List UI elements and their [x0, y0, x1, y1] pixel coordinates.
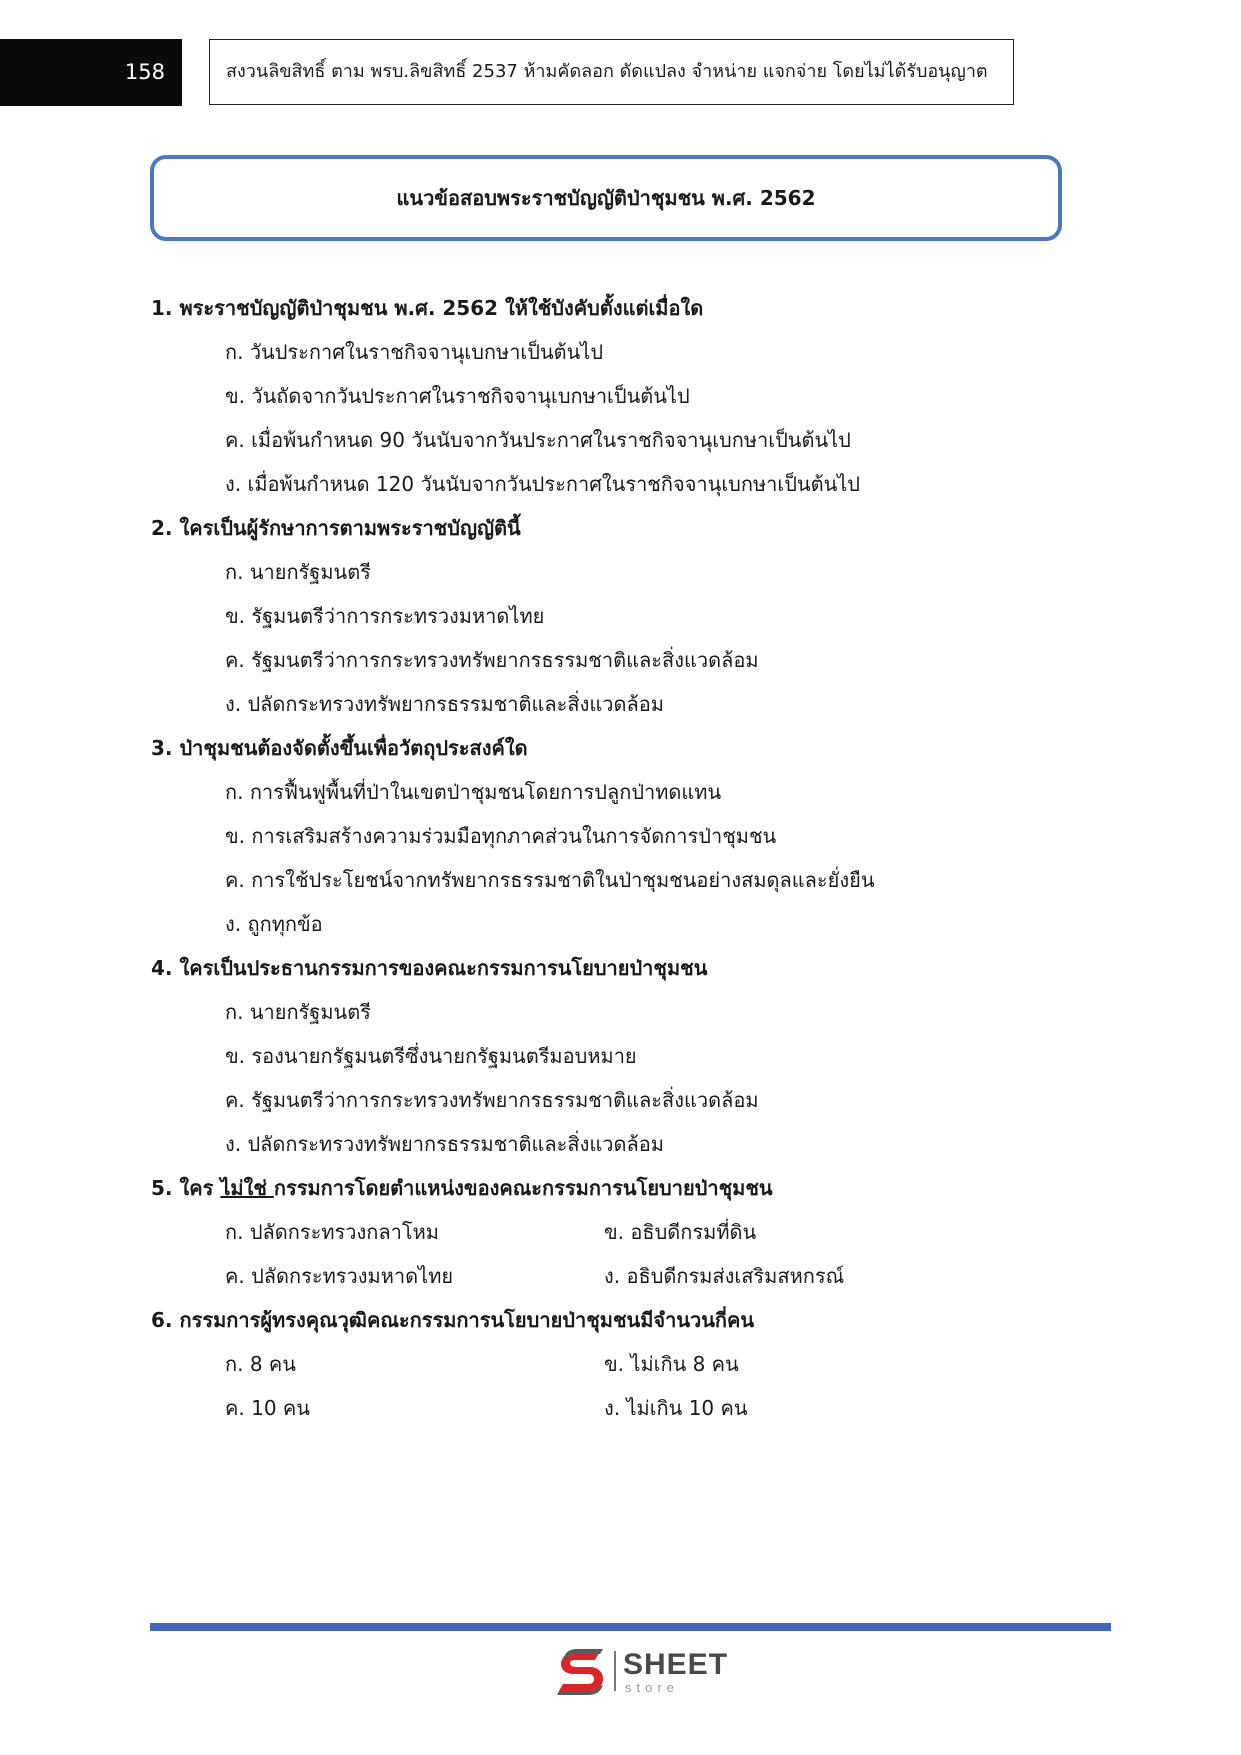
question-3: 3. ป่าชุมชนต้องจัดตั้งขึ้นเพื่อวัตถุประสงค์ใด [151, 736, 528, 760]
question-5-option-b: ข. อธิบดีกรมที่ดิน [604, 1220, 757, 1244]
question-1-option-d: ง. เมื่อพ้นกำหนด 120 วันนับจากวันประกาศในราชกิจจานุเบกษาเป็นต้นไป [225, 472, 860, 496]
question-2-option-a: ก. นายกรัฐมนตรี [225, 560, 371, 584]
question-2: 2. ใครเป็นผู้รักษาการตามพระราชบัญญัตินี้ [151, 516, 521, 540]
question-2-option-c: ค. รัฐมนตรีว่าการกระทรวงทรัพยากรธรรมชาติและสิ่งแวดล้อม [225, 648, 759, 672]
question-4-option-b: ข. รองนายกรัฐมนตรีซึ่งนายกรัฐมนตรีมอบหมาย [225, 1044, 637, 1068]
question-1-option-a: ก. วันประกาศในราชกิจจานุเบกษาเป็นต้นไป [225, 340, 604, 364]
question-5-option-a: ก. ปลัดกระทรวงกลาโหม [225, 1220, 439, 1244]
question-6: 6. กรรมการผู้ทรงคุณวุฒิคณะกรรมการนโยบายป่าชุมชนมีจำนวนกี่คน [151, 1308, 755, 1332]
page-number: 158 [0, 39, 182, 106]
page-title-text: แนวข้อสอบพระราชบัญญัติป่าชุมชน พ.ศ. 2562 [396, 186, 816, 210]
question-5-emphasis: ไม่ใช่ [220, 1176, 274, 1200]
question-5-option-d: ง. อธิบดีกรมส่งเสริมสหกรณ์ [604, 1264, 845, 1288]
question-6-option-d: ง. ไม่เกิน 10 คน [604, 1396, 748, 1420]
copyright-notice: สงวนลิขสิทธิ์ ตาม พรบ.ลิขสิทธิ์ 2537 ห้ามคัดลอก ดัดแปลง จำหน่าย แจกจ่าย โดยไม่ได้รับอนุญาต [209, 39, 1014, 105]
question-2-option-d: ง. ปลัดกระทรวงทรัพยากรธรรมชาติและสิ่งแวดล้อม [225, 692, 664, 716]
question-6-option-b: ข. ไม่เกิน 8 คน [604, 1352, 739, 1376]
question-5-prefix: 5. ใคร [151, 1176, 221, 1200]
question-4-option-c: ค. รัฐมนตรีว่าการกระทรวงทรัพยากรธรรมชาติและสิ่งแวดล้อม [225, 1088, 759, 1112]
sheet-store-logo [555, 1645, 735, 1697]
question-6-option-c: ค. 10 คน [225, 1396, 310, 1420]
question-5-suffix: กรรมการโดยตำแหน่งของคณะกรรมการนโยบายป่าชุมชน [273, 1176, 773, 1200]
question-1: 1. พระราชบัญญัติป่าชุมชน พ.ศ. 2562 ให้ใช้บังคับตั้งแต่เมื่อใด [151, 296, 704, 320]
question-5 [151, 1172, 773, 1204]
logo-subtext: store [625, 1680, 679, 1695]
question-1-option-b: ข. วันถัดจากวันประกาศในราชกิจจานุเบกษาเป็นต้นไป [225, 384, 690, 408]
question-3-option-a: ก. การฟื้นฟูพื้นที่ป่าในเขตป่าชุมชนโดยการปลูกป่าทดแทน [225, 780, 722, 804]
question-1-option-c: ค. เมื่อพ้นกำหนด 90 วันนับจากวันประกาศในราชกิจจานุเบกษาเป็นต้นไป [225, 428, 851, 452]
question-5-option-c: ค. ปลัดกระทรวงมหาดไทย [225, 1264, 454, 1288]
question-3-option-c: ค. การใช้ประโยชน์จากทรัพยากรธรรมชาติในป่าชุมชนอย่างสมดุลและยั่งยืน [225, 868, 875, 892]
question-4: 4. ใครเป็นประธานกรรมการของคณะกรรมการนโยบายป่าชุมชน [151, 956, 708, 980]
question-2-option-b: ข. รัฐมนตรีว่าการกระทรวงมหาดไทย [225, 604, 545, 628]
logo-divider [614, 1651, 616, 1691]
question-3-option-d: ง. ถูกทุกข้อ [225, 912, 323, 936]
question-4-option-a: ก. นายกรัฐมนตรี [225, 1000, 371, 1024]
page-title [150, 155, 1062, 241]
question-4-option-d: ง. ปลัดกระทรวงทรัพยากรธรรมชาติและสิ่งแวดล้อม [225, 1132, 664, 1156]
question-6-option-a: ก. 8 คน [225, 1352, 296, 1376]
question-3-option-b: ข. การเสริมสร้างความร่วมมือทุกภาคส่วนในการจัดการป่าชุมชน [225, 824, 777, 848]
sheet-store-s-icon [555, 1645, 609, 1697]
footer-rule [150, 1623, 1111, 1631]
logo-wordmark: SHEET [623, 1648, 729, 1681]
